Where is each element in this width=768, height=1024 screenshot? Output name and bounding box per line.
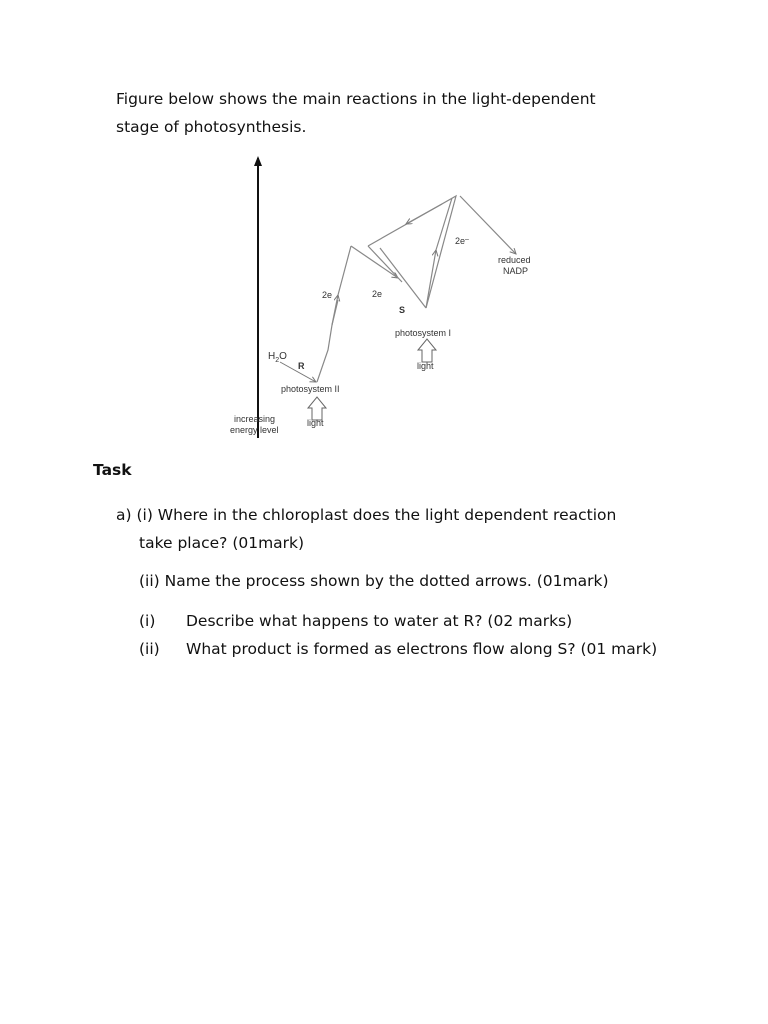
sub-question [139,607,679,635]
intro-line-2: stage of photosynthesis. [116,118,307,136]
label-light-ps2: light [307,418,324,428]
question-a-i-line2: take place? (01mark) [139,534,305,552]
photosynthesis-z-scheme-diagram [220,150,560,450]
label-2e-chain: 2e [372,289,383,299]
intro-line-1: Figure below shows the main reactions in the light-dependent [116,90,596,108]
label-h2o-subscript: 2 [275,357,280,364]
axis-label-line1: increasing [234,414,276,424]
svg-text:2e–: 2e– [455,236,469,246]
intro-paragraph [116,85,676,141]
label-s: S [399,305,406,315]
energy-axis-head [254,156,262,166]
sub-question [139,635,679,663]
nadp-arrow [460,196,516,254]
light-arrow-ps1 [418,339,436,362]
question-a-ii: (ii) Name the process shown by the dotted arrows. (01mark) [139,572,609,590]
label-photosystem-2: photosystem II [281,384,340,394]
sub-question-number: (i) [139,612,156,630]
question-a-i-line1: a) (i) Where in the chloroplast does the light dependent reaction [116,506,617,524]
label-nadp: NADP [503,266,529,276]
sub-question-text: What product is formed as electrons flow along S? (01 mark) [186,640,658,658]
ps1-electron-path [426,250,436,308]
label-2e-ps1: 2e [455,236,466,246]
sub-question-list [139,607,679,663]
label-reduced: reduced [498,255,531,265]
sub-question-number: (ii) [139,640,160,658]
axis-label-line2: energy level [230,425,279,435]
chain-s-line-b [368,246,402,282]
label-light-ps1: light [417,361,434,371]
sub-question-text: Describe what happens to water at R? (02 marks) [186,612,573,630]
question-a [116,501,676,557]
label-h2o: H [268,351,276,362]
label-r: R [298,361,305,371]
label-photosystem-1: photosystem I [395,328,452,338]
label-2e-ps2: 2e [322,290,333,300]
task-heading: Task [93,461,132,479]
svg-text:H2O: $H_2O$ [268,351,287,364]
light-arrow-ps2 [308,397,326,420]
